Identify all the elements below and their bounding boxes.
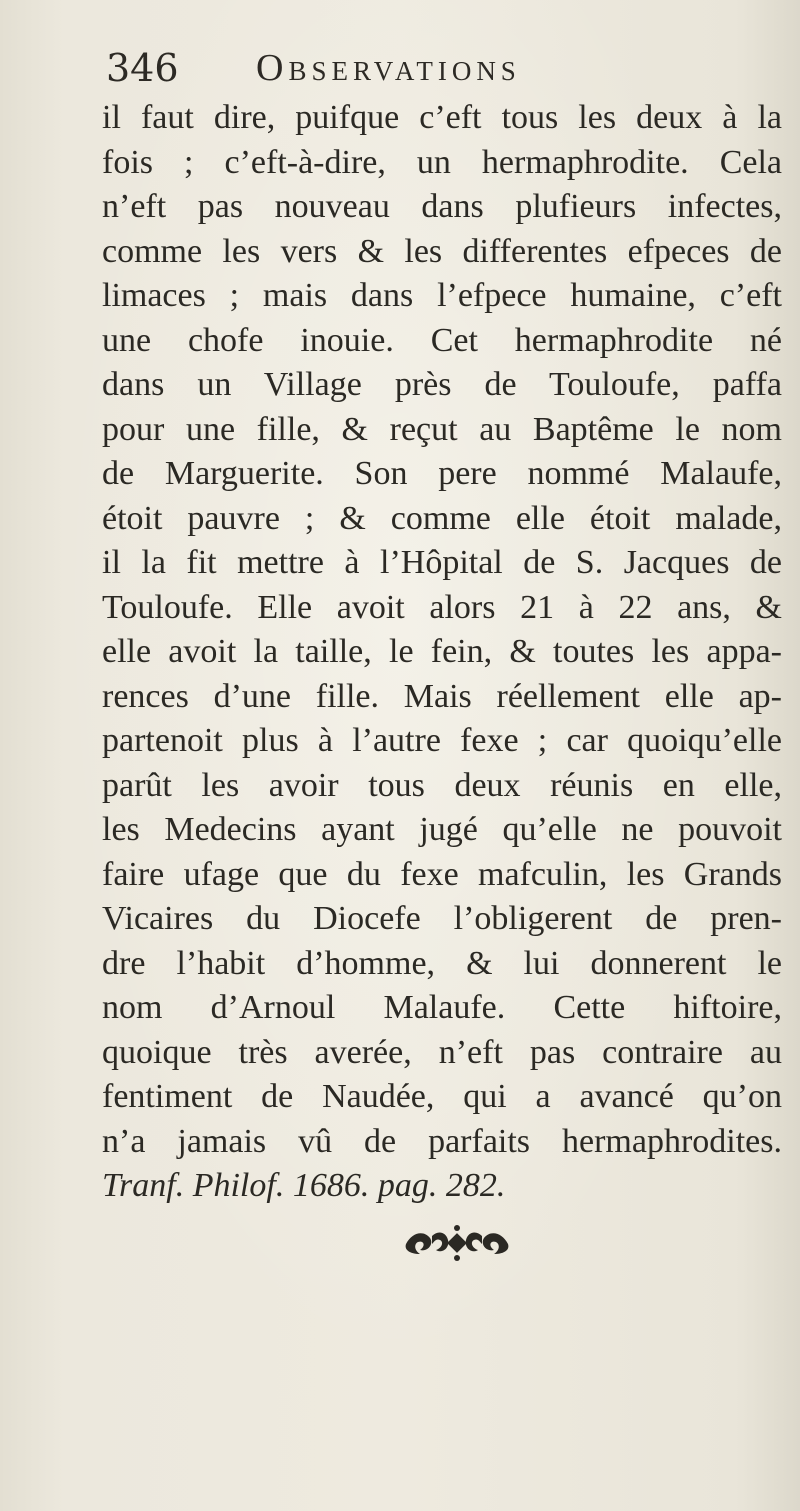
text-line: limaces ; mais dans l’efpece humaine, c’eft xyxy=(102,277,782,314)
page-number: 346 xyxy=(106,46,179,90)
text-line: dre l’habit d’homme, & lui donnerent le xyxy=(102,944,782,982)
text-line: partenoit plus à l’autre fexe ; car quoiqu’elle xyxy=(102,722,782,759)
text-line: fentiment de Naudée, qui a avancé qu’on xyxy=(102,1078,782,1115)
citation-line: Tranf. Philof. 1686. pag. 282. xyxy=(102,1167,506,1204)
text-line: étoit pauvre ; & comme elle étoit malade, xyxy=(102,499,782,537)
text-line: n’a jamais vû de parfaits hermaphrodites. xyxy=(102,1122,782,1160)
text-line: Touloufe. Elle avoit alors 21 à 22 ans, & xyxy=(102,588,782,626)
text-line: elle avoit la taille, le fein, & toutes les appa- xyxy=(102,633,782,670)
text-line: Vicaires du Diocefe l’obligerent de pren- xyxy=(102,900,782,937)
text-line: de Marguerite. Son pere nommé Malaufe, xyxy=(102,455,782,492)
text-line: parût les avoir tous deux réunis en elle, xyxy=(102,766,782,804)
text-line: quoique très averée, n’eft pas contraire au xyxy=(102,1033,782,1071)
text-line: il faut dire, puifque c’eft tous les deux à la xyxy=(102,99,782,136)
text-line: fois ; c’eft-à-dire, un hermaphrodite. Cela xyxy=(102,143,782,181)
text-line: rences d’une fille. Mais réellement elle ap- xyxy=(102,677,782,715)
printer-ornament-icon xyxy=(402,1222,512,1262)
text-line: nom d’Arnoul Malaufe. Cette hiftoire, xyxy=(102,989,782,1026)
body-text xyxy=(102,96,782,1209)
text-line: dans un Village près de Touloufe, paffa xyxy=(102,366,782,403)
text-line: comme les vers & les differentes efpeces de xyxy=(102,232,782,270)
text-line: les Medecins ayant jugé qu’elle ne pouvoit xyxy=(102,811,782,848)
text-line: une chofe inouie. Cet hermaphrodite né xyxy=(102,321,782,359)
running-head: Observations xyxy=(256,47,521,89)
text-line: n’eft pas nouveau dans plufieurs infectes, xyxy=(102,188,782,225)
page-header xyxy=(106,40,706,96)
text-line: faire ufage que du fexe mafculin, les Grands xyxy=(102,855,782,893)
text-line: il la fit mettre à l’Hôpital de S. Jacques de xyxy=(102,544,782,581)
text-line: pour une fille, & reçut au Baptême le nom xyxy=(102,410,782,448)
